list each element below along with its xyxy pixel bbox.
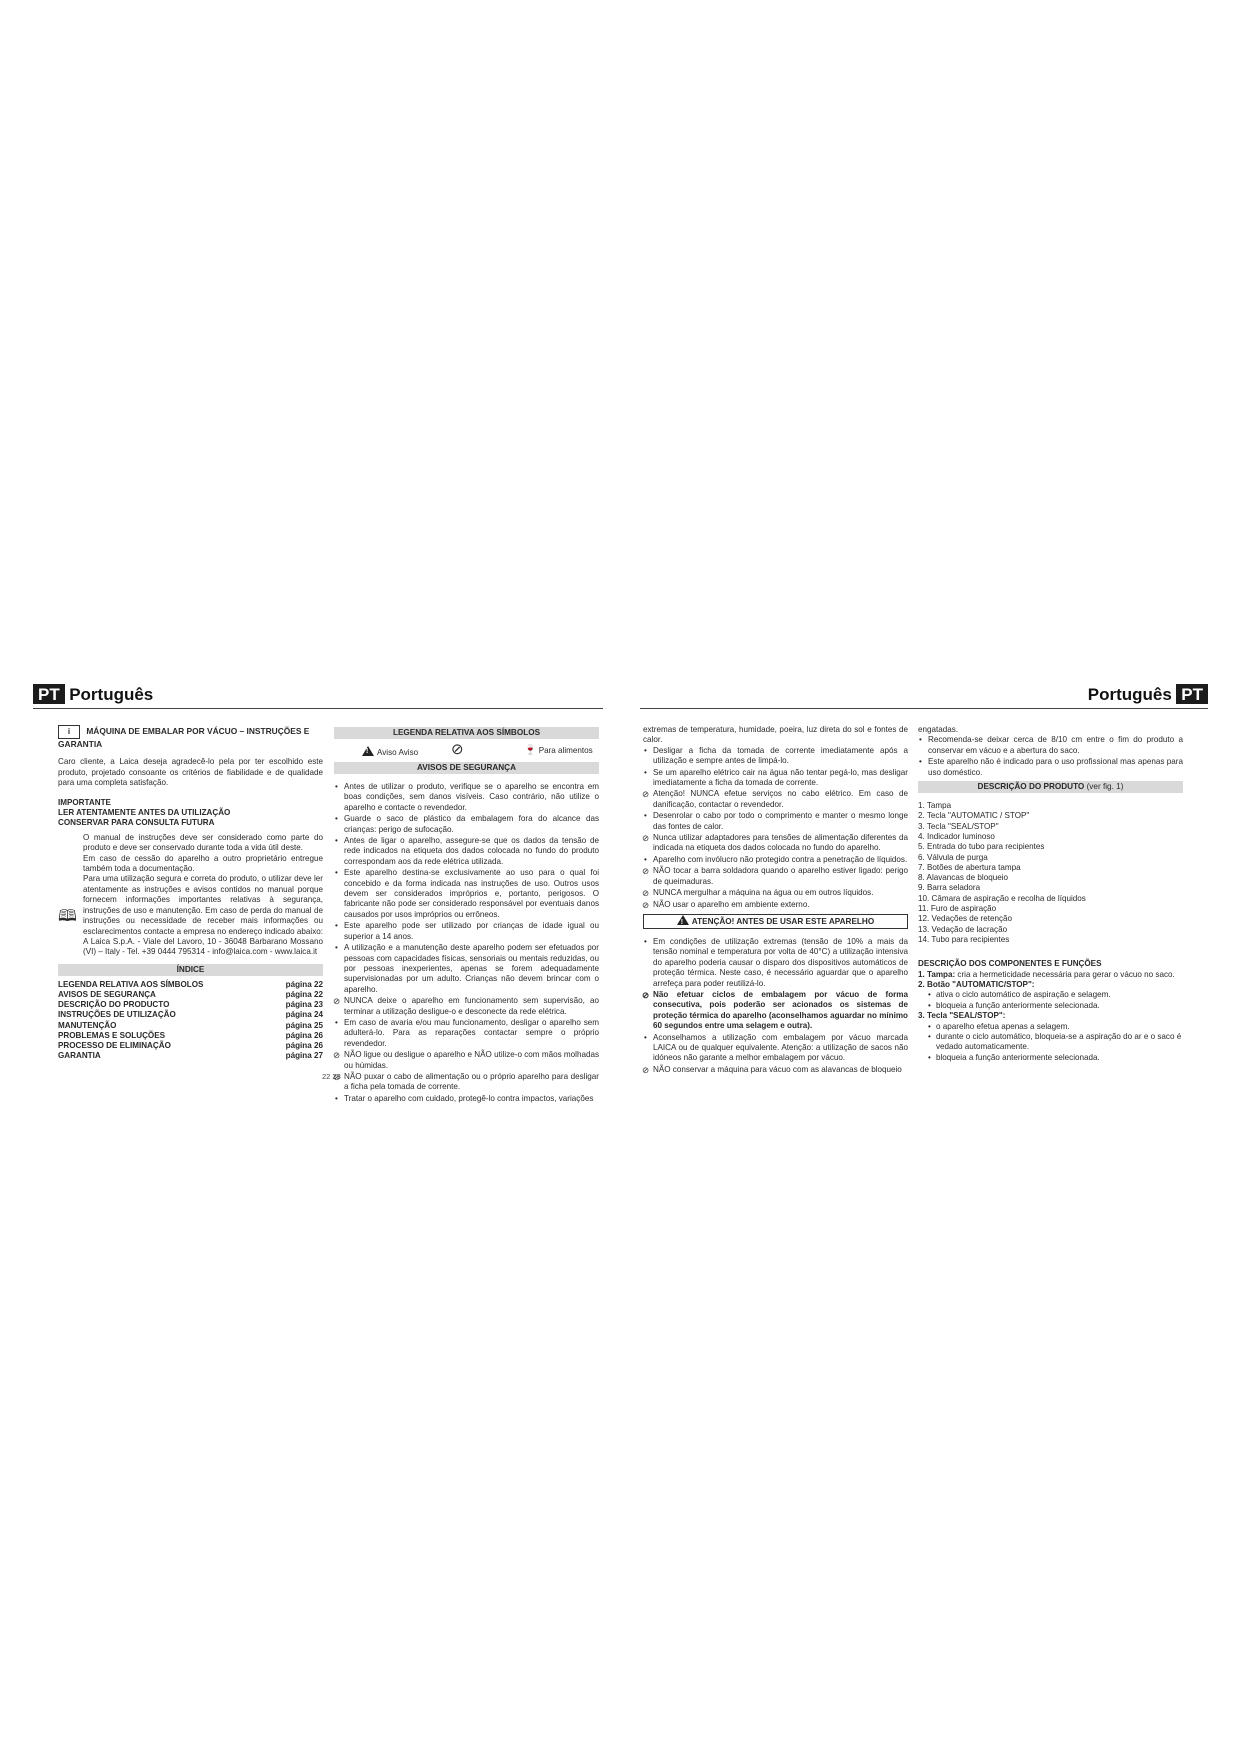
product-description-title [918,781,1183,793]
parts-list [918,801,1183,945]
component-2-list [918,990,1183,1011]
index-label: DESCRIÇÃO DO PRODUCTO [58,1000,170,1010]
index-page: página 26 [285,1040,323,1050]
list-item: • Se um aparelho elétrico cair na água não tentar pegá-lo, mas desligar imediatamente a ficha da tomada de corrente. [643,768,908,789]
list-item: • Este aparelho não é indicado para o uso profissional mas apenas para uso doméstico. [918,757,1183,778]
list-item: ⊘ NÃO ligue ou desligue o aparelho e NÃO utilize-o com mãos molhadas ou húmidas. [334,1050,599,1071]
list-item: ⊘ NÃO tocar a barra soldadora quando o aparelho estiver ligado: perigo de queimaduras. [643,866,908,887]
list-item: • Aparelho com invólucro não protegido contra a penetração de líquidos. [643,855,908,865]
part-item: 1. Tampa [918,801,952,811]
list-item: ⊘ NÃO usar o aparelho em ambiente externo. [643,900,908,910]
desc-fig-ref: (ver fig. 1) [1086,782,1124,792]
prohibited-icon: ⊘ [451,741,464,758]
component-subitem: • o aparelho efetua apenas a selagem. [918,1022,1183,1032]
component-3-list [918,1022,1183,1064]
part-item: 4. Indicador luminoso [918,831,995,841]
component-1-text: cria a hermeticidade necessária para gerar o vácuo no saco. [955,969,1175,979]
manual-title: MÁQUINA DE EMBALAR POR VÁCUO – INSTRUÇÕES E GARANTIA [58,726,310,749]
index-title: ÍNDICE [58,964,323,976]
list-item: • Recomenda-se deixar cerca de 8/10 cm entre o fim do produto a conservar em vácuo e a abertura do saco. [918,735,1183,756]
index-list [58,980,323,1062]
part-item: 12. Vedações de retenção [918,914,1013,924]
index-page: página 22 [285,979,323,989]
part-item: 7. Botões de abertura tampa [918,862,1021,872]
components-title: DESCRIÇÃO DOS COMPONENTES E FUNÇÕES [918,959,1102,969]
header-right [1088,685,1208,705]
list-item: • Tratar o aparelho com cuidado, protegê-lo contra impactos, variações [334,1094,599,1104]
list-item: • Este aparelho destina-se exclusivamente ao uso para o qual foi concebido e da forma indicada nas instruções de uso. Outros usos devem ser considerados impróprios e, portanto, perigosos. O fabricante não pode ser considerado responsável por eventuais danos causados por usos impróprios ou errôneos. [334,868,599,920]
index-page: página 22 [285,989,323,999]
intro-text: Caro cliente, a Laica deseja agradecê-lo pela por ter escolhido este produto, projetado consoante os critérios de fiabilidade e de qualidade para uma completa satisfação. [58,757,323,788]
warning-triangle-icon [362,746,374,756]
index-page: página 24 [285,1010,323,1020]
note-3: Para uma utilização segura e correta do produto, o utilizar deve ler atentamente as instruções e avisos contidos no manual porque fornecem informações importantes relativas à segurança, instruções de uso e manutenção. Em caso de perda do manual de instruções ou necessidade de receber mais informações ou esclarecimentos contacte a empresa no endereço indicado abaixo: A Laica S.p.A. - Viale del Lavoro, 10 - 36048 Barbarano Mossano (VI) – Italy - Tel. +39 0444 795314 - info@laica.com - www.laica.it [83,874,323,957]
list-item: • Antes de ligar o aparelho, assegure-se que os dados da tensão de rede indicados na etiqueta dos dados colocada no fundo do produto correspondam aos da rede elétrica utilizada. [334,836,599,867]
attention-title: ATENÇÃO! ANTES DE USAR ESTE APARELHO [691,916,875,926]
component-2-label: 2. Botão "AUTOMATIC/STOP": [918,980,1035,989]
legend-warning-label: Aviso [377,748,397,757]
list-item: • A utilização e a manutenção deste aparelho podem ser efetuados por pessoas com capacidades físicas, sensoriais ou mentais reduzidas, ou por pessoas inexperientes, apenas se forem adequadamente supervisionadas por um adulto. Crianças não devem brincar com o aparelho. [334,943,599,995]
list-item: ⊘ NUNCA deixe o aparelho em funcionamento sem supervisão, ao terminar a utilização desligue-o e desconecte da rede elétrica. [334,996,599,1017]
part-item: 3. Tecla "SEAL/STOP" [918,821,999,831]
legend-title: LEGENDA RELATIVA AOS SÍMBOLOS [334,727,599,739]
component-1 [918,970,1183,980]
legend-row [334,742,599,762]
index-row [58,1010,323,1020]
part-item: 13. Vedação de lacração [918,924,1008,934]
page-numbers: 22 23 [322,1072,341,1081]
language-badge: PT [33,684,65,704]
part-item: 2. Tecla "AUTOMATIC / STOP" [918,811,1030,821]
list-item: ⊘ NUNCA mergulhar a máquina na água ou em outros líquidos. [643,888,908,898]
index-row [58,1000,323,1010]
list-item: • Guarde o saco de plástico da embalagem fora do alcance das crianças: perigo de sufocação. [334,814,599,835]
index-label: LEGENDA RELATIVA AOS SÍMBOLOS [58,979,204,989]
header-rule-left [33,708,603,709]
safety-title: AVISOS DE SEGURANÇA [334,762,599,774]
part-item: 10. Câmara de aspiração e recolha de líquidos [918,893,1086,903]
header-left [33,685,153,705]
list-item: • Em caso de avaria e/ou mau funcionamento, desligar o aparelho sem adulterá-lo. Para as reparações contactar sempre o próprio revendedor. [334,1018,599,1049]
open-book-icon: 🕮 [58,907,77,925]
index-label: AVISOS DE SEGURANÇA [58,989,156,999]
legend-warning-label-2: Aviso [398,748,419,757]
list-item: engatadas. [918,725,959,734]
index-page: página 27 [285,1051,323,1061]
list-item: ⊘ Atenção! NUNCA efetue serviços no cabo elétrico. Em caso de danificação, contactar o revendedor. [643,789,908,810]
index-label: PROBLEMAS E SOLUÇÕES [58,1030,166,1040]
index-page: página 26 [285,1030,323,1040]
book-info-icon: i [58,725,80,739]
manual-title-row [58,725,323,749]
safety-list-continued [643,725,908,910]
index-row [58,1031,323,1041]
index-row [58,1051,323,1061]
index-label: GARANTIA [58,1051,101,1061]
component-subitem: • durante o ciclo automático, bloqueia-se a aspiração do ar e o saco é vedado automaticamente. [918,1032,1183,1053]
component-3-label: 3. Tecla "SEAL/STOP": [918,1011,1006,1021]
desc-title-text: DESCRIÇÃO DO PRODUTO [977,782,1085,792]
list-item: extremas de temperatura, humidade, poeira, luz direta do sol e fontes de calor. [643,725,908,745]
important-keep: CONSERVAR PARA CONSULTA FUTURA [58,818,215,828]
language-badge-right: PT [1176,684,1208,704]
list-item: ⊘ NÃO puxar o cabo de alimentação ou o próprio aparelho para desligar a ficha pela tomada de corrente. [334,1072,599,1093]
list-item: • Aconselhamos a utilização com embalagem por vácuo marcada LAICA ou de qualquer equivalente. Atenção: a utilização de sacos não idóneos não garante a melhor embalagem por vácuo. [643,1033,908,1064]
column-4 [918,725,1183,1063]
list-item: • Desligar a ficha da tomada de corrente imediatamente após a utilização e sempre antes de limpá-lo. [643,746,908,767]
index-label: INSTRUÇÕES DE UTILIZAÇÃO [58,1010,176,1020]
index-page: página 25 [285,1020,323,1030]
list-item: • Este aparelho pode ser utilizado por crianças de idade igual ou superior a 14 anos. [334,921,599,942]
usage-notes [918,725,1183,778]
attention-box [643,914,908,929]
component-subitem: • ativa o ciclo automático de aspiração e selagem. [918,990,1183,1000]
header-rule-right [640,708,1208,709]
important-heading: IMPORTANTE [58,797,111,807]
food-glass-fork-icon: 🍷 [524,745,537,756]
important-read: LER ATENTAMENTE ANTES DA UTILIZAÇÃO [58,808,231,818]
list-item: ⊘ NÃO conservar a máquina para vácuo com as alavancas de bloqueio [643,1065,908,1075]
part-item: 8. Alavancas de bloqueio [918,873,1008,883]
index-row [58,990,323,1000]
list-item: ⊘ Não efetuar ciclos de embalagem por vácuo de forma consecutiva, pois poderão ser acionados os sistemas de proteção térmica do aparelho (aconselhamos aguardar no mínimo 60 segundos entre uma selagem e outra). [643,990,908,1032]
legend-food-label: Para alimentos [538,746,593,755]
index-label: MANUTENÇÃO [58,1020,117,1030]
safety-list [334,782,599,1104]
part-item: 9. Barra seladora [918,883,981,893]
index-row [58,980,323,990]
attention-list [643,937,908,1075]
part-item: 5. Entrada do tubo para recipientes [918,842,1045,852]
component-subitem: • bloqueia a função anteriormente selecionada. [918,1053,1183,1063]
legend-warning [362,746,418,758]
index-row [58,1041,323,1051]
index-row [58,1021,323,1031]
list-item: ⊘ Nunca utilizar adaptadores para tensões de alimentação diferentes da indicada na etiqueta dos dados colocada no fundo do aparelho. [643,833,908,854]
part-item: 6. Válvula de purga [918,852,988,862]
component-subitem: • bloqueia a função anteriormente selecionada. [918,1001,1183,1011]
manual-notes [58,833,323,958]
note-1: O manual de instruções deve ser considerado como parte do produto e deve ser conservado durante toda a vida útil deste. [83,832,323,853]
list-item: • Desenrolar o cabo por todo o comprimento e manter o mesmo longe das fontes de calor. [643,811,908,832]
legend-food [524,746,593,756]
index-page: página 23 [285,1000,323,1010]
column-1 [58,725,323,1061]
component-1-label: 1. Tampa: [918,969,956,979]
language-title-right: Português [1087,685,1172,704]
note-2: Em caso de cessão do aparelho a outro proprietário entregue também toda a documentação. [83,853,323,874]
column-2 [334,727,599,1105]
part-item: 14. Tubo para recipientes [918,934,1010,944]
index-label: PROCESSO DE ELIMINAÇÃO [58,1040,171,1050]
language-title: Português [69,685,154,704]
list-item: • Antes de utilizar o produto, verifique se o aparelho se encontra em boas condições, sem danos visíveis. Caso contrário, não utilize o aparelho e contacte o revendedor. [334,782,599,813]
attention-triangle-icon [677,915,689,925]
column-3 [643,725,908,1076]
part-item: 11. Furo de aspiração [918,904,997,913]
list-item: • Em condições de utilização extremas (tensão de 10% a mais da tensão nominal e temperatura por volta de 40°C) a utilização intensiva do aparelho poderia causar o disparo dos dispositivos automáticos de proteção térmica. Neste caso, é necessário aguardar que o aparelho arrefeça para poder reutilizá-lo. [643,937,908,989]
